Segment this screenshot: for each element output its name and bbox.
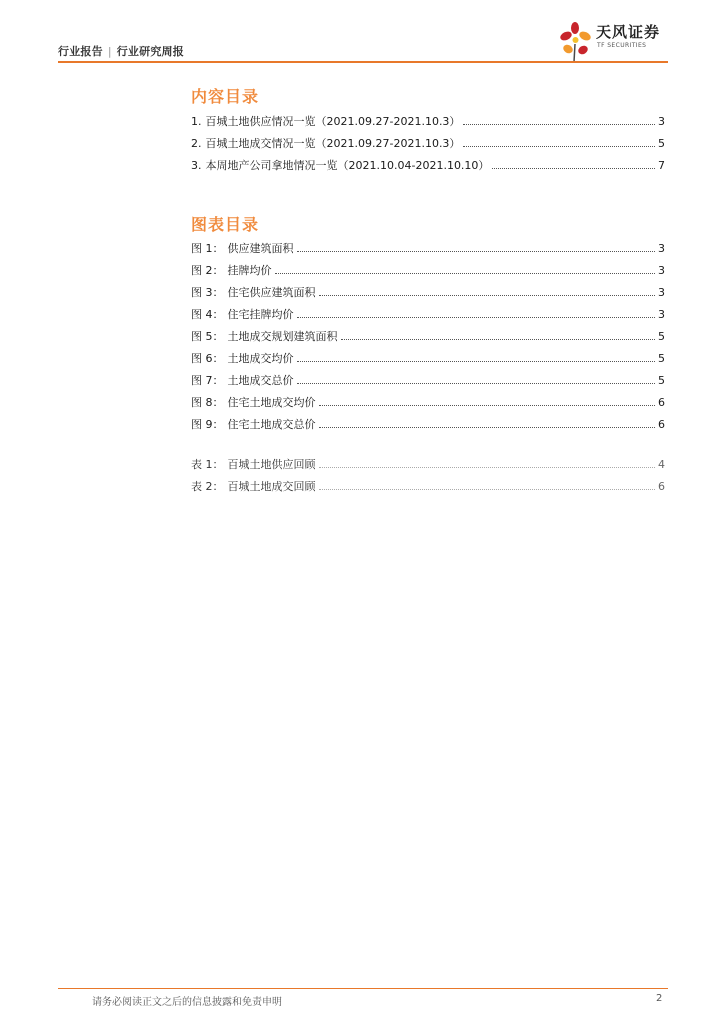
dot-leader (319, 489, 656, 490)
figure-entry-number: 图 3： (191, 286, 224, 299)
flower-logo-icon (558, 20, 594, 64)
figure-entry-label: 挂牌均价 (227, 264, 272, 277)
toc-entry-page: 3 (658, 114, 665, 128)
table-entry-page: 4 (658, 457, 665, 471)
figure-entry-label: 住宅供应建筑面积 (227, 286, 316, 299)
logo-name-cn: 天风证券 (596, 23, 661, 41)
toc-entry[interactable] (191, 154, 665, 176)
figure-entry-page: 6 (658, 417, 665, 431)
toc-entry-label: 百城土地供应情况一览（2021.09.27-2021.10.3） (205, 115, 461, 128)
dot-leader (463, 124, 655, 125)
toc-entry-number: 1. (191, 114, 202, 128)
toc-entry[interactable] (191, 132, 665, 154)
figure-entry-label: 住宅土地成交均价 (227, 396, 316, 409)
dot-leader (297, 317, 656, 318)
dot-leader (492, 168, 655, 169)
figure-entry-number: 图 4： (191, 308, 224, 321)
figure-toc-title: 图表目录 (191, 215, 260, 234)
breadcrumb-report-series: 行业研究周报 (116, 45, 184, 58)
content-toc-list (191, 110, 665, 176)
toc-entry[interactable] (191, 110, 665, 132)
table-entry-label: 百城土地成交回顾 (227, 480, 316, 493)
footer-disclaimer: 请务必阅读正文之后的信息披露和免责申明 (92, 997, 282, 1008)
footer-divider (58, 988, 668, 989)
table-entry-label: 百城土地供应回顾 (227, 458, 316, 471)
figure-entry-page: 5 (658, 373, 665, 387)
figure-entry[interactable] (191, 259, 665, 281)
toc-entry-number: 3. (191, 158, 202, 172)
figure-entry-page: 5 (658, 329, 665, 343)
figure-entry-label: 土地成交规划建筑面积 (227, 330, 338, 343)
toc-entry-page: 5 (658, 136, 665, 150)
dot-leader (319, 467, 656, 468)
figure-entry[interactable] (191, 237, 665, 259)
logo-name-en: TF SECURITIES (597, 42, 647, 49)
dot-leader (319, 427, 656, 428)
page-number: 2 (656, 993, 663, 1004)
figure-entry-page: 3 (658, 241, 665, 255)
breadcrumb (58, 43, 184, 59)
figure-entry[interactable] (191, 325, 665, 347)
dot-leader (319, 405, 656, 406)
toc-entry-label: 百城土地成交情况一览（2021.09.27-2021.10.3） (205, 137, 461, 150)
figure-entry[interactable] (191, 391, 665, 413)
table-toc-list (191, 453, 665, 497)
figure-entry-page: 6 (658, 395, 665, 409)
figure-entry-label: 住宅土地成交总价 (227, 418, 316, 431)
figure-entry-page: 3 (658, 263, 665, 277)
figure-entry-label: 供应建筑面积 (227, 242, 294, 255)
figure-entry[interactable] (191, 347, 665, 369)
figure-entry-number: 图 1： (191, 242, 224, 255)
figure-toc-list (191, 237, 665, 435)
dot-leader (297, 361, 656, 362)
dot-leader (297, 383, 656, 384)
figure-entry-number: 图 8： (191, 396, 224, 409)
toc-entry-number: 2. (191, 136, 202, 150)
figure-entry[interactable] (191, 413, 665, 435)
dot-leader (341, 339, 656, 340)
figure-entry[interactable] (191, 303, 665, 325)
tf-securities-logo (558, 20, 668, 64)
figure-entry[interactable] (191, 281, 665, 303)
figure-entry-number: 图 2： (191, 264, 224, 277)
figure-entry-number: 图 7： (191, 374, 224, 387)
figure-entry-page: 5 (658, 351, 665, 365)
table-entry[interactable] (191, 453, 665, 475)
dot-leader (275, 273, 656, 274)
page-header (58, 23, 668, 64)
figure-entry-page: 3 (658, 307, 665, 321)
breadcrumb-report-type: 行业报告 (58, 45, 103, 58)
figure-entry-number: 图 6： (191, 352, 224, 365)
figure-entry-label: 土地成交总价 (227, 374, 294, 387)
toc-entry-label: 本周地产公司拿地情况一览（2021.10.04-2021.10.10） (205, 159, 490, 172)
table-entry-number: 表 1： (191, 458, 224, 471)
content-toc-title: 内容目录 (191, 87, 260, 106)
figure-entry-number: 图 9： (191, 418, 224, 431)
figure-entry-page: 3 (658, 285, 665, 299)
breadcrumb-separator: | (107, 45, 112, 58)
dot-leader (319, 295, 656, 296)
figure-entry[interactable] (191, 369, 665, 391)
figure-entry-label: 住宅挂牌均价 (227, 308, 294, 321)
figure-entry-label: 土地成交均价 (227, 352, 294, 365)
table-entry[interactable] (191, 475, 665, 497)
dot-leader (463, 146, 655, 147)
table-entry-number: 表 2： (191, 480, 224, 493)
figure-entry-number: 图 5： (191, 330, 224, 343)
toc-entry-page: 7 (658, 158, 665, 172)
table-entry-page: 6 (658, 479, 665, 493)
header-divider (58, 61, 668, 63)
dot-leader (297, 251, 656, 252)
